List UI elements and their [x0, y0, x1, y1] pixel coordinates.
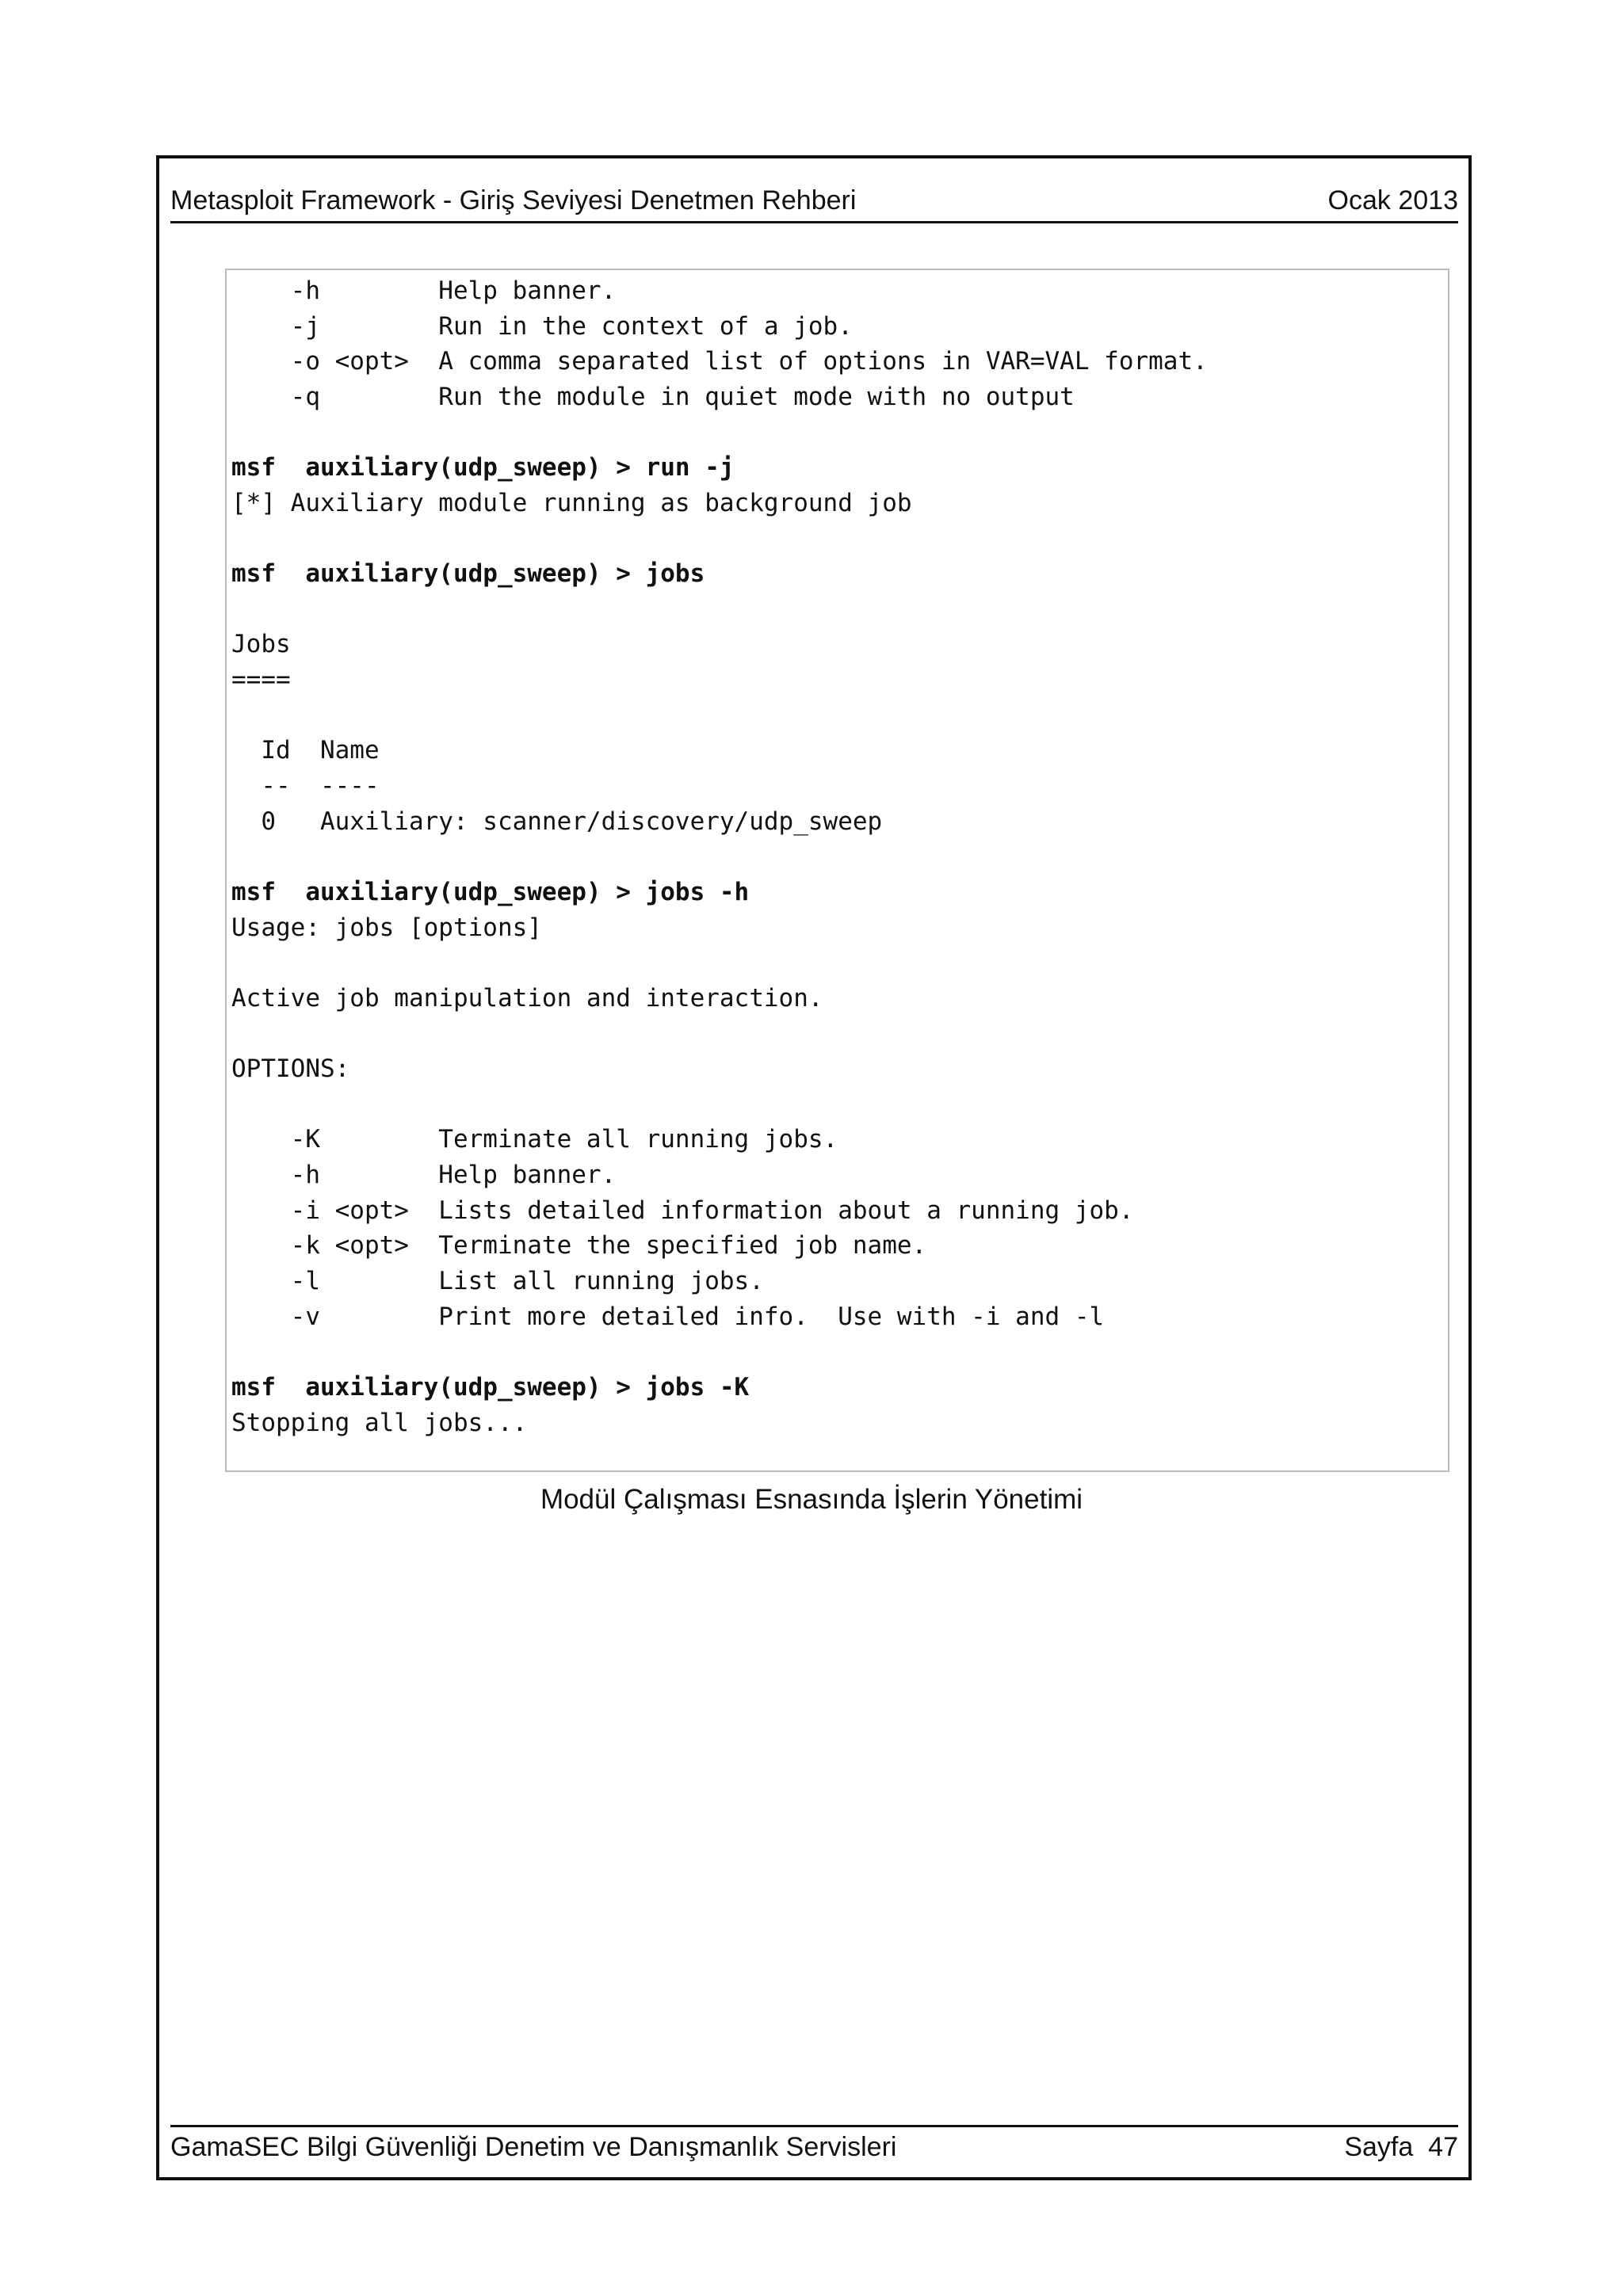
command-line: msf auxiliary(udp_sweep) > jobs: [231, 559, 705, 589]
output-line: [231, 1016, 1208, 1051]
document-date: Ocak 2013: [1327, 185, 1458, 215]
command-line: msf auxiliary(udp_sweep) > jobs -h: [231, 877, 750, 906]
output-line: Jobs: [231, 630, 291, 659]
output-line: [231, 1087, 1208, 1123]
document-title: Metasploit Framework - Giriş Seviyesi Denetmen Rehberi: [170, 185, 857, 215]
output-line: [*] Auxiliary module running as background job: [231, 488, 912, 517]
page-number: Sayfa 47: [1344, 2131, 1458, 2162]
output-line: -i <opt> Lists detailed information about a running job.: [231, 1196, 1134, 1225]
output-line: -l List all running jobs.: [231, 1266, 764, 1295]
output-line: [231, 839, 1208, 875]
output-line: Usage: jobs [options]: [231, 913, 542, 942]
output-line: Active job manipulation and interaction.: [231, 983, 823, 1013]
figure-caption: Modül Çalışması Esnasında İşlerin Yönetimi: [540, 1484, 1083, 1515]
footer-company: GamaSEC Bilgi Güvenliği Denetim ve Danışmanlık Servisleri: [170, 2131, 897, 2162]
page-footer: [170, 2125, 1458, 2166]
output-line: [231, 698, 1208, 734]
output-line: -h Help banner.: [231, 1161, 617, 1190]
output-line: -- ----: [231, 771, 380, 800]
terminal-code-block: [225, 269, 1449, 1472]
output-line: [231, 1334, 1208, 1370]
output-line: -K Terminate all running jobs.: [231, 1125, 838, 1154]
output-line: -o <opt> A comma separated list of options in VAR=VAL format.: [231, 347, 1208, 376]
output-line: -v Print more detailed info. Use with -i and -l: [231, 1302, 1105, 1331]
output-line: [231, 415, 1208, 451]
output-line: -q Run the module in quiet mode with no output: [231, 382, 1075, 411]
output-line: Stopping all jobs...: [231, 1408, 528, 1437]
page-header: [170, 179, 1458, 223]
output-line: 0 Auxiliary: scanner/discovery/udp_sweep: [231, 807, 883, 836]
output-line: [231, 945, 1208, 981]
output-line: ====: [231, 666, 291, 695]
command-line: msf auxiliary(udp_sweep) > run -j: [231, 453, 735, 482]
output-line: [231, 521, 1208, 556]
output-line: -j Run in the context of a job.: [231, 311, 853, 341]
code-lines: [231, 273, 1208, 1440]
output-line: -k <opt> Terminate the specified job name.: [231, 1231, 927, 1261]
output-line: OPTIONS:: [231, 1055, 350, 1084]
command-line: msf auxiliary(udp_sweep) > jobs -K: [231, 1372, 750, 1402]
output-line: [231, 592, 1208, 627]
output-line: -h Help banner.: [231, 277, 617, 305]
output-line: Id Name: [231, 736, 380, 765]
